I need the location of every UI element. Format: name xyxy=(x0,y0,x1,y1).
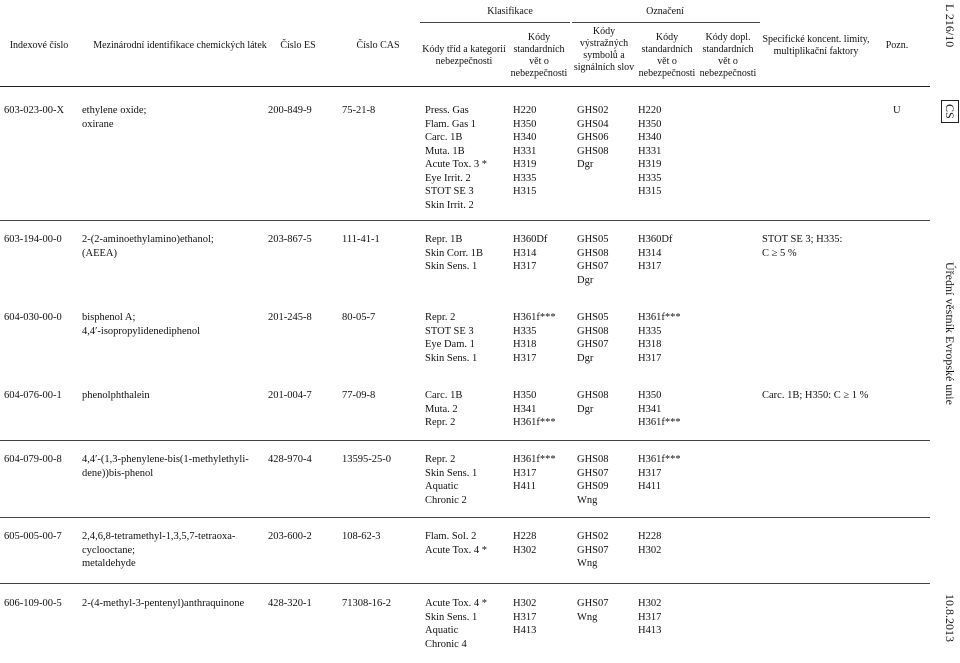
row-3-index: 604-030-00-0 xyxy=(4,312,62,323)
row-3-classes: Repr. 2 STOT SE 3 Eye Dam. 1 Skin Sens. 1 xyxy=(425,312,478,364)
col-header-supp: Kódy dopl. standardních vět o nebezpečnosti xyxy=(699,32,757,79)
header-rule xyxy=(0,86,930,87)
row-3-h-label: H361f*** H335 H318 H317 xyxy=(638,312,681,364)
row-4-h-label: H350 H341 H361f*** xyxy=(638,390,681,428)
row-4-es: 201-004-7 xyxy=(268,390,312,401)
row-1-es: 200-849-9 xyxy=(268,105,312,116)
row-6-cas: 108-62-3 xyxy=(342,531,381,542)
row-4-name: phenolphthalein xyxy=(82,390,150,401)
row-2-es: 203-867-5 xyxy=(268,234,312,245)
row-3-cas: 80-05-7 xyxy=(342,312,376,323)
col-header-h-class: Kódy standardních vět o nebezpečnosti xyxy=(510,32,568,79)
col-header-notes: Pozn. xyxy=(885,40,909,51)
row-5-index: 604-079-00-8 xyxy=(4,454,62,465)
group-header-classification: Klasifikace xyxy=(487,6,533,17)
classification-underline xyxy=(420,22,570,23)
row-6-index: 605-005-00-7 xyxy=(4,531,62,542)
row-5-name: 4,4′-(1,3-phenylene-bis(1-methylethyli- dene))bis-phenol xyxy=(82,454,249,479)
row-2-classes: Repr. 1B Skin Corr. 1B Skin Sens. 1 xyxy=(425,234,484,272)
row-7-name: 2-(4-methyl-3-pentenyl)anthraquinone xyxy=(82,598,245,609)
row-7-classes: Acute Tox. 4 * Skin Sens. 1 Aquatic Chronic 4 xyxy=(425,598,488,650)
row-3-pictograms: GHS05 GHS08 GHS07 Dgr xyxy=(577,312,609,364)
side-page-reference: L 216/10 xyxy=(943,4,957,48)
row-1-cas: 75-21-8 xyxy=(342,105,376,116)
col-header-pictogram: Kódy výstražných symbolů a signálních slov xyxy=(573,26,635,73)
row-2-index: 603-194-00-0 xyxy=(4,234,62,245)
row-4-classes: Carc. 1B Muta. 2 Repr. 2 xyxy=(425,390,463,428)
row-7-index: 606-109-00-5 xyxy=(4,598,62,609)
row-1-pictograms: GHS02 GHS04 GHS06 GHS08 Dgr xyxy=(577,105,609,170)
row-4-index: 604-076-00-1 xyxy=(4,390,62,401)
row-2-h-class: H360Df H314 H317 xyxy=(513,234,548,272)
col-header-limits: Specifické koncent. limity, multiplikační faktory xyxy=(762,34,870,57)
row-4-cas: 77-09-8 xyxy=(342,390,376,401)
col-header-h-label: Kódy standardních vět o nebezpečnosti xyxy=(638,32,696,79)
row-7-cas: 71308-16-2 xyxy=(342,598,391,609)
row-7-pictograms: GHS07 Wng xyxy=(577,598,609,623)
group-header-labeling: Označení xyxy=(646,6,684,17)
row-2-limits: STOT SE 3; H335: C ≥ 5 % xyxy=(762,234,843,259)
row-6-classes: Flam. Sol. 2 Acute Tox. 4 * xyxy=(425,531,488,556)
row-7-h-label: H302 H317 H413 xyxy=(638,598,662,636)
row-2-cas: 111-41-1 xyxy=(342,234,380,245)
language-code: CS xyxy=(941,100,959,123)
col-header-class-codes: Kódy tříd a kategorií nebezpečnosti xyxy=(422,44,506,67)
row-1-h-class: H220 H350 H340 H331 H319 H335 H315 xyxy=(513,105,537,197)
col-header-es: Číslo ES xyxy=(280,40,316,51)
row-5-h-class: H361f*** H317 H411 xyxy=(513,454,556,492)
row-6-name: 2,4,6,8-tetramethyl-1,3,5,7-tetraoxa- cyclooctane; metaldehyde xyxy=(82,531,236,569)
row-4-limits: Carc. 1B; H350: C ≥ 1 % xyxy=(762,390,869,401)
row-4-pictograms: GHS08 Dgr xyxy=(577,390,609,415)
row-1-name: ethylene oxide; oxirane xyxy=(82,105,147,130)
row-separator xyxy=(0,220,930,221)
row-6-h-label: H228 H302 xyxy=(638,531,662,556)
row-4-h-class: H350 H341 H361f*** xyxy=(513,390,556,428)
row-7-h-class: H302 H317 H413 xyxy=(513,598,537,636)
row-2-name: 2-(2-aminoethylamino)ethanol; (AEEA) xyxy=(82,234,214,259)
row-5-pictograms: GHS08 GHS07 GHS09 Wng xyxy=(577,454,609,506)
row-2-pictograms: GHS05 GHS08 GHS07 Dgr xyxy=(577,234,609,286)
row-6-h-class: H228 H302 xyxy=(513,531,537,556)
side-language-box xyxy=(942,100,957,123)
row-7-es: 428-320-1 xyxy=(268,598,312,609)
row-separator xyxy=(0,517,930,518)
row-separator xyxy=(0,440,930,441)
row-6-pictograms: GHS02 GHS07 Wng xyxy=(577,531,609,569)
side-journal-title: Úřední věstník Evropské unie xyxy=(943,262,957,405)
col-header-cas: Číslo CAS xyxy=(356,40,400,51)
row-1-h-label: H220 H350 H340 H331 H319 H335 H315 xyxy=(638,105,662,197)
row-2-h-label: H360Df H314 H317 xyxy=(638,234,673,272)
row-5-es: 428-970-4 xyxy=(268,454,312,465)
row-3-h-class: H361f*** H335 H318 H317 xyxy=(513,312,556,364)
side-date: 10.8.2013 xyxy=(943,594,957,642)
row-3-name: bisphenol A; 4,4′-isopropylidenediphenol xyxy=(82,312,201,337)
row-6-es: 203-600-2 xyxy=(268,531,312,542)
row-5-h-label: H361f*** H317 H411 xyxy=(638,454,681,492)
row-5-cas: 13595-25-0 xyxy=(342,454,391,465)
row-1-classes: Press. Gas Flam. Gas 1 Carc. 1B Muta. 1B Acute Tox. 3 * Eye Irrit. 2 STOT SE 3 Skin Irrit. 2 xyxy=(425,105,488,211)
row-5-classes: Repr. 2 Skin Sens. 1 Aquatic Chronic 2 xyxy=(425,454,478,506)
row-1-index: 603-023-00-X xyxy=(4,105,65,116)
row-3-es: 201-245-8 xyxy=(268,312,312,323)
row-separator xyxy=(0,583,930,584)
row-1-notes: U xyxy=(893,105,901,116)
col-header-name: Mezinárodní identifikace chemických látek xyxy=(93,40,267,51)
col-header-index: Indexové číslo xyxy=(9,40,69,51)
labeling-underline xyxy=(572,22,760,23)
